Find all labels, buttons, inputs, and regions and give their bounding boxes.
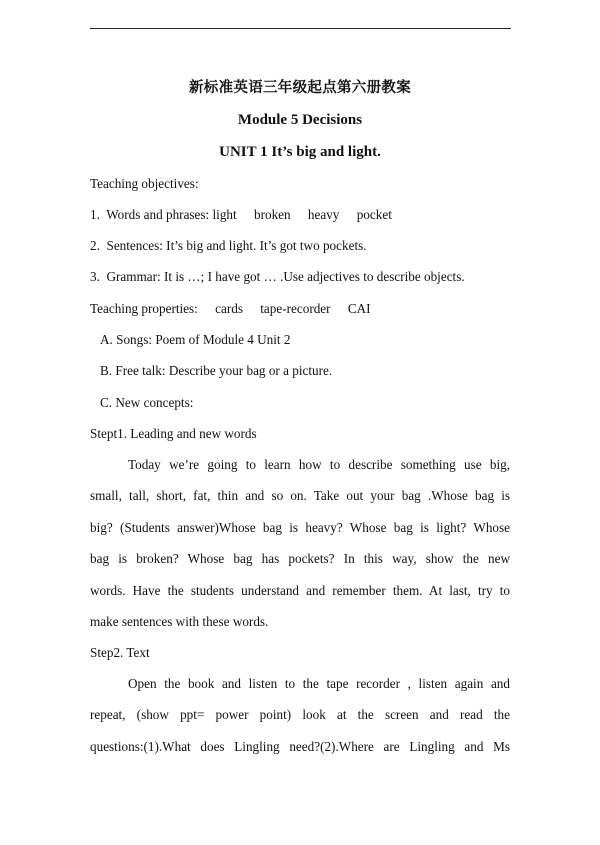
property-2: tape-recorder xyxy=(260,301,331,316)
chinese-title: 新标准英语三年级起点第六册教案 xyxy=(189,80,411,96)
unit-title: UNIT 1 It’s big and light. xyxy=(219,144,381,160)
objective-2-number: 2. xyxy=(90,238,100,253)
paragraph-line: make sentences with these words. xyxy=(90,613,269,629)
paragraph-line: Today we’re going to learn how to describe something use big, xyxy=(128,457,510,472)
paragraph-line: words. Have the students understand and remember them. At last, try to xyxy=(90,582,510,598)
objective-3 xyxy=(90,268,465,285)
objective-1-word-1: broken xyxy=(253,207,291,222)
step1-paragraph xyxy=(90,449,510,637)
module-title: Module 5 Decisions xyxy=(237,112,363,128)
teaching-objectives-heading: Teaching objectives: xyxy=(90,176,199,191)
teaching-properties-label: Teaching properties: xyxy=(90,301,198,316)
objective-3-text: Grammar: It is …; I have got … .Use adjectives to describe objects. xyxy=(106,269,465,284)
step2-paragraph xyxy=(90,668,510,762)
objective-1-word-2: heavy xyxy=(307,207,340,222)
objective-2 xyxy=(90,237,367,254)
paragraph-line: bag is broken? Whose bag has pockets? In this way, show the new xyxy=(90,551,510,567)
objective-1 xyxy=(90,206,392,223)
property-1: cards xyxy=(215,301,243,316)
property-3: CAI xyxy=(347,301,371,316)
paragraph-line: repeat, (show ppt= power point) look at the screen and read the xyxy=(90,707,510,723)
objective-2-text: Sentences: It’s big and light. It’s got two pockets. xyxy=(106,238,367,253)
objective-1-number: 1. xyxy=(90,207,100,222)
objective-1-word-3: pocket xyxy=(356,207,392,222)
paragraph-line: big? (Students answer)Whose bag is heavy? Whose bag is light? Whose xyxy=(90,519,510,535)
step2-heading: Step2. Text xyxy=(90,645,150,660)
header-rule xyxy=(90,28,511,29)
step-a: A. Songs: Poem of Module 4 Unit 2 xyxy=(100,332,291,347)
objective-3-number: 3. xyxy=(90,269,100,284)
objective-1-label: Words and phrases: light xyxy=(106,207,237,222)
paragraph-line: Open the book and listen to the tape recorder , listen again and xyxy=(128,676,510,691)
paragraph-line: small, tall, short, fat, thin and so on. Take out your bag .Whose bag is xyxy=(90,488,510,504)
step1-heading: Stept1. Leading and new words xyxy=(90,426,257,441)
teaching-properties xyxy=(90,300,371,317)
paragraph-line: questions:(1).What does Lingling need?(2).Where are Lingling and Ms xyxy=(90,738,510,754)
step-c: C. New concepts: xyxy=(100,395,194,410)
step-b: B. Free talk: Describe your bag or a picture. xyxy=(100,363,333,378)
